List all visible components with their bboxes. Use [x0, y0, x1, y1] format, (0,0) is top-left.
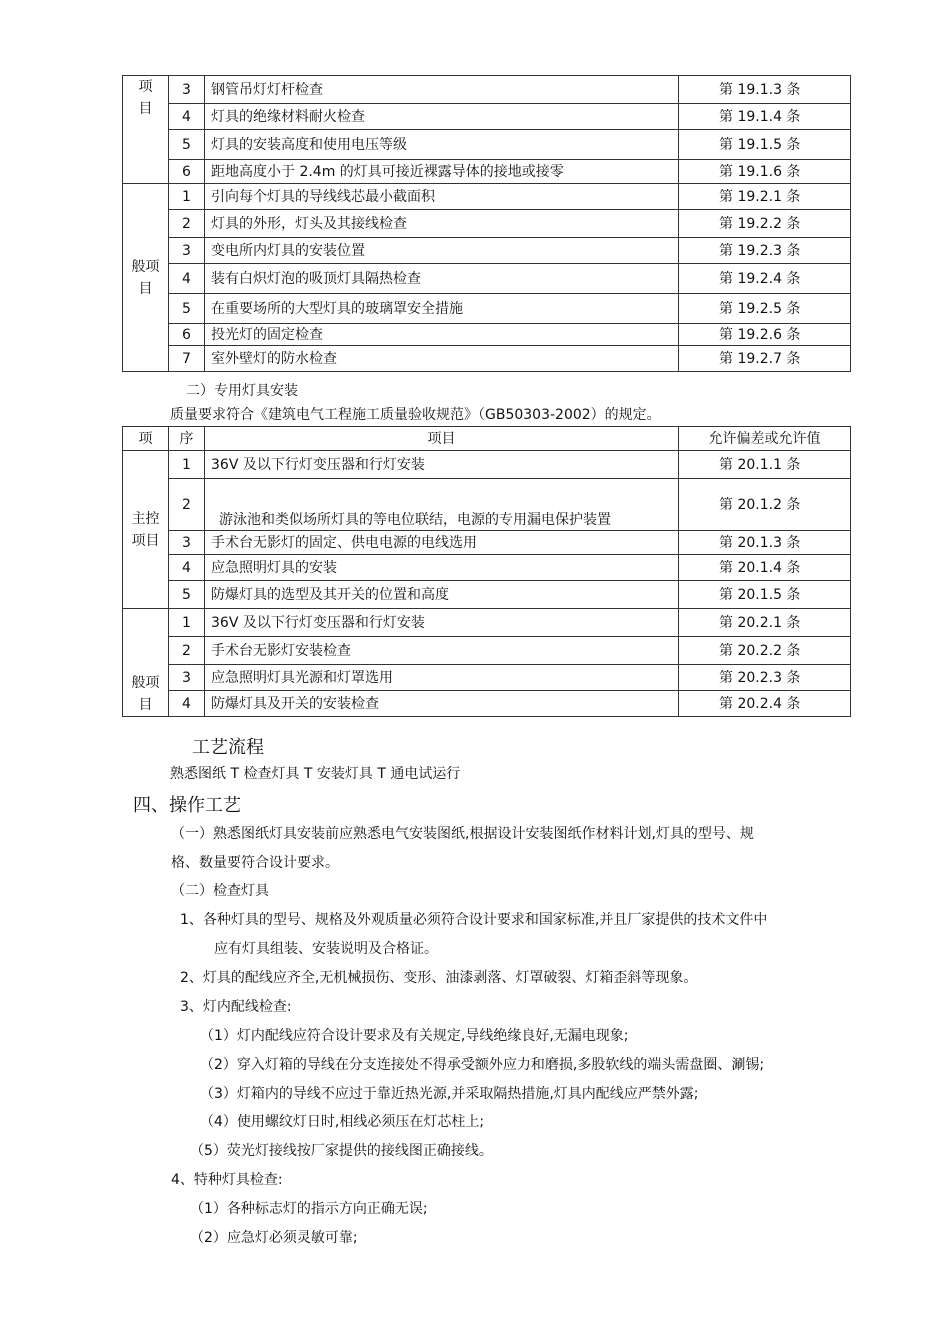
table-row	[123, 130, 851, 160]
item-1-line-2: 应有灯具组装、安装说明及合格证。	[214, 941, 438, 957]
item-3-1: （1）灯内配线应符合设计要求及有关规定,导线绝缘良好,无漏电现象;	[200, 1028, 629, 1044]
group-label-main: 项 目	[123, 76, 169, 184]
row-reference: 第 20.2.1 条	[679, 609, 851, 637]
row-reference: 第 20.1.1 条	[679, 451, 851, 479]
item-1-line-1: 1、各种灯具的型号、规格及外观质量必须符合设计要求和国家标准,并且厂家提供的技术文件中	[180, 912, 768, 928]
header-col-allowance: 允许偏差或允许值	[679, 427, 851, 451]
table-row	[123, 76, 851, 104]
table-row	[123, 531, 851, 555]
section-heading-special-lamps: 二）专用灯具安装	[186, 383, 298, 399]
header-col-category: 项	[123, 427, 169, 451]
header-col-item: 项目	[205, 427, 679, 451]
row-item: 灯具的外形，灯头及其接线检查	[205, 210, 679, 238]
row-item: 手术台无影灯安装检查	[205, 637, 679, 665]
row-item: 手术台无影灯的固定、供电电源的电线选用	[205, 531, 679, 555]
table-row	[123, 324, 851, 346]
row-number: 3	[169, 531, 205, 555]
table-row	[123, 294, 851, 324]
row-item: 灯具的绝缘材料耐火检查	[205, 104, 679, 130]
item-2: 2、灯具的配线应齐全,无机械损伤、变形、油漆剥落、灯罩破裂、灯箱歪斜等现象。	[180, 970, 698, 986]
table-row	[123, 479, 851, 531]
row-item: 36V 及以下行灯变压器和行灯安装	[205, 451, 679, 479]
row-number: 2	[169, 479, 205, 531]
row-reference: 第 20.1.3 条	[679, 531, 851, 555]
row-reference: 第 20.1.2 条	[679, 479, 851, 531]
row-number: 2	[169, 210, 205, 238]
row-reference: 第 20.1.5 条	[679, 581, 851, 609]
row-number: 5	[169, 130, 205, 160]
item-4: 4、特种灯具检查:	[171, 1172, 283, 1188]
row-number: 3	[169, 665, 205, 691]
row-item: 距地高度小于 2.4m 的灯具可接近裸露导体的接地或接零	[205, 160, 679, 184]
row-item: 投光灯的固定检查	[205, 324, 679, 346]
row-reference: 第 20.2.4 条	[679, 691, 851, 717]
row-item: 变电所内灯具的安装位置	[205, 238, 679, 264]
table-row	[123, 691, 851, 717]
row-reference: 第 19.2.7 条	[679, 346, 851, 372]
row-item: 室外壁灯的防水检查	[205, 346, 679, 372]
row-item: 引向每个灯具的导线线芯最小截面积	[205, 184, 679, 210]
row-number: 4	[169, 691, 205, 717]
row-item: 应急照明灯具的安装	[205, 555, 679, 581]
row-number: 7	[169, 346, 205, 372]
row-item: 36V 及以下行灯变压器和行灯安装	[205, 609, 679, 637]
row-number: 1	[169, 184, 205, 210]
item-3: 3、灯内配线检查:	[180, 999, 292, 1015]
process-flow: 熟悉图纸 T 检查灯具 T 安装灯具 T 通电试运行	[170, 766, 461, 782]
row-reference: 第 19.2.2 条	[679, 210, 851, 238]
table-row	[123, 451, 851, 479]
table-header-row	[123, 427, 851, 451]
row-item: 防爆灯具及开关的安装检查	[205, 691, 679, 717]
row-reference: 第 19.2.5 条	[679, 294, 851, 324]
group-label-general: 般项 目	[123, 609, 169, 717]
table-row	[123, 238, 851, 264]
table-row	[123, 581, 851, 609]
item-3-2: （2）穿入灯箱的导线在分支连接处不得承受额外应力和磨损,多股软线的端头需盘圈、涮锡;	[200, 1057, 765, 1073]
row-number: 3	[169, 238, 205, 264]
row-item: 装有白炽灯泡的吸顶灯具隔热检查	[205, 264, 679, 294]
row-number: 4	[169, 555, 205, 581]
table-row	[123, 264, 851, 294]
row-item: 应急照明灯具光源和灯罩选用	[205, 665, 679, 691]
row-reference: 第 19.2.3 条	[679, 238, 851, 264]
row-reference: 第 20.1.4 条	[679, 555, 851, 581]
process-heading: 工艺流程	[192, 737, 264, 758]
row-number: 1	[169, 451, 205, 479]
row-number: 2	[169, 637, 205, 665]
row-reference: 第 19.1.6 条	[679, 160, 851, 184]
row-item: 灯具的安装高度和使用电压等级	[205, 130, 679, 160]
row-number: 5	[169, 581, 205, 609]
row-number: 4	[169, 104, 205, 130]
row-number: 3	[169, 76, 205, 104]
table-special-lighting	[122, 426, 851, 717]
group-label-general: 般项 目	[123, 184, 169, 372]
paragraph-1-line-2: 格、数量要符合设计要求。	[171, 855, 339, 871]
table-row	[123, 184, 851, 210]
row-reference: 第 20.2.3 条	[679, 665, 851, 691]
row-number: 6	[169, 160, 205, 184]
table-row	[123, 665, 851, 691]
quality-requirement-text: 质量要求符合《建筑电气工程施工质量验收规范》（GB50303-2002）的规定。	[170, 407, 661, 423]
paragraph-1-line-1: （一）熟悉图纸灯具安装前应熟悉电气安装图纸,根据设计安装图纸作材料计划,灯具的型号、规	[171, 826, 754, 842]
item-3-3: （3）灯箱内的导线不应过于靠近热光源,并采取隔热措施,灯具内配线应严禁外露;	[200, 1086, 699, 1102]
header-col-seq: 序	[169, 427, 205, 451]
row-item: 防爆灯具的选型及其开关的位置和高度	[205, 581, 679, 609]
table-row	[123, 609, 851, 637]
row-number: 5	[169, 294, 205, 324]
row-reference: 第 19.1.4 条	[679, 104, 851, 130]
item-4-1: （1）各种标志灯的指示方向正确无误;	[190, 1201, 428, 1217]
table-general-lighting	[122, 75, 851, 372]
row-reference: 第 19.2.1 条	[679, 184, 851, 210]
row-item: 游泳池和类似场所灯具的等电位联结，电源的专用漏电保护装置	[205, 479, 679, 531]
table-row	[123, 346, 851, 372]
item-3-5: （5）荧光灯接线按厂家提供的接线图正确接线。	[190, 1143, 493, 1159]
section-heading-operation: 四、操作工艺	[133, 795, 241, 816]
row-reference: 第 19.2.6 条	[679, 324, 851, 346]
table-row	[123, 637, 851, 665]
row-number: 4	[169, 264, 205, 294]
group-label-main-control: 主控 项目	[123, 451, 169, 609]
row-number: 6	[169, 324, 205, 346]
row-reference: 第 19.1.3 条	[679, 76, 851, 104]
row-reference: 第 20.2.2 条	[679, 637, 851, 665]
row-item: 钢管吊灯灯杆检查	[205, 76, 679, 104]
row-item: 在重要场所的大型灯具的玻璃罩安全措施	[205, 294, 679, 324]
subheading-check-lamps: （二）检查灯具	[171, 883, 269, 899]
table-row	[123, 210, 851, 238]
table-row	[123, 104, 851, 130]
item-4-2: （2）应急灯必须灵敏可靠;	[190, 1230, 358, 1246]
item-3-4: （4）使用螺纹灯日时,相线必须压在灯芯柱上;	[200, 1114, 485, 1130]
table-row	[123, 555, 851, 581]
row-reference: 第 19.1.5 条	[679, 130, 851, 160]
table-row	[123, 160, 851, 184]
row-reference: 第 19.2.4 条	[679, 264, 851, 294]
row-number: 1	[169, 609, 205, 637]
